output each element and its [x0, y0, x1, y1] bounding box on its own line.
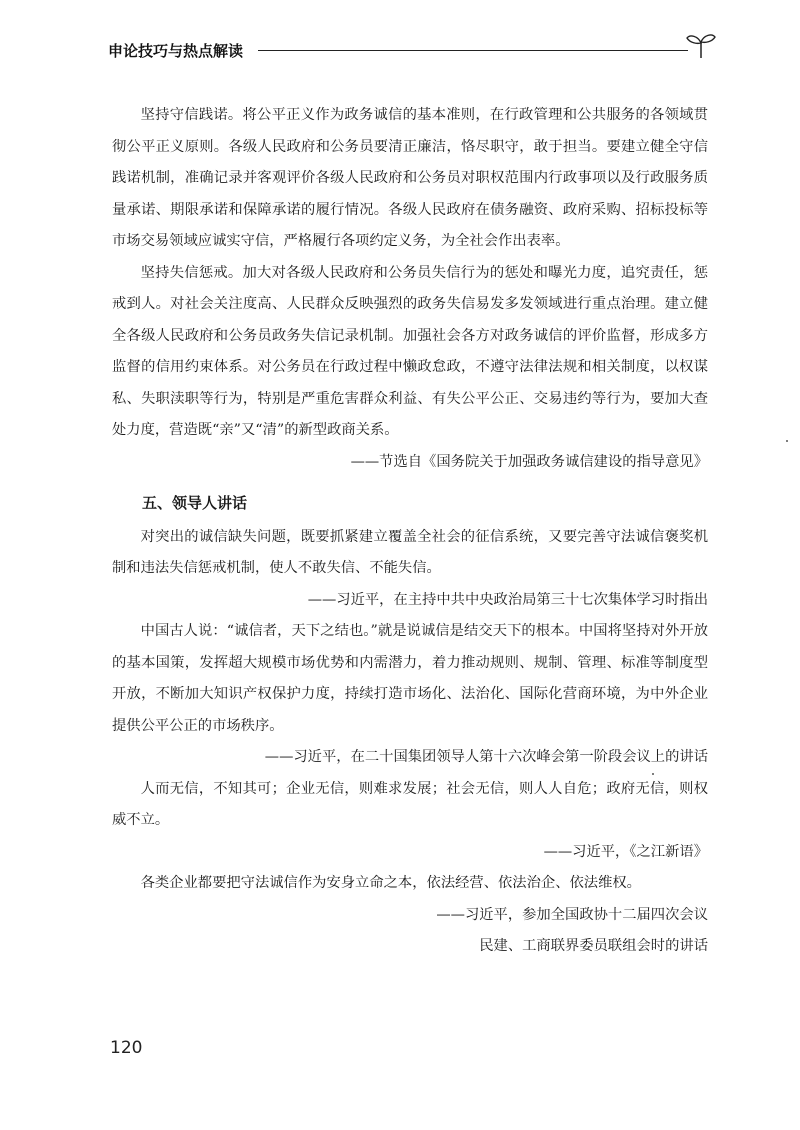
paragraph-dishonesty-punishment: 坚持失信惩戒。加大对各级人民政府和公务员失信行为的惩处和曝光力度，追究责任，惩戒到人。对社会关注度高、人民群众反映强烈的政务失信易发多发领域进行重点治理。建立健全各级人民政府和公务员政务失信记录机制。加强社会各方对政务诚信的评价监督，形成多方监督的信用约束体系。对公务员在行政过程中懒政怠政，不遵守法律法规和相关制度，以权谋私、失职渎职等行为，特别是严重危害群众利益、有失公平公正、交易违约等行为，要加大查处力度，营造既“亲”又“清”的新型政商关系。 — [112, 264, 708, 438]
section-heading: 五、领导人讲话 — [142, 494, 248, 512]
quote-attribution-continued: 民建、工商联界委员联组会时的讲话 — [479, 938, 708, 954]
quote-attribution: ——习近平，参加全国政协十二届四次会议 — [436, 906, 708, 923]
page-body — [112, 100, 708, 963]
quote-attribution: ——习近平，在主持中共中央政治局第三十七次集体学习时指出 — [307, 591, 708, 608]
quote-paragraph: 中国古人说：“诚信者，天下之结也。”就是说诚信是结交天下的根本。中国将坚持对外开放的基本国策，发挥超大规模市场优势和内需潜力，着力推动规则、规制、管理、标准等制度型开放，不断加大知识产权保护力度，持续打造市场化、法治化、国际化营商环境，为中外企业提供公平公正的市场秩序。 — [112, 623, 708, 734]
paragraph-keep-promises: 坚持守信践诺。将公平正义作为政务诚信的基本准则，在行政管理和公共服务的各领域贯彻公平正义原则。各级人民政府和公务员要清正廉洁，恪尽职守，敢于担当。要建立健全守信践诺机制，准确记录并客观评价各级人民政府和公务员对职权范围内行政事项以及行政服务质量承诺、期限承诺和保障承诺的履行情况。各级人民政府在债务融资、政府采购、招标投标等市场交易领域应诚实守信，严格履行各项约定义务，为全社会作出表率。 — [112, 107, 708, 249]
quote-attribution: ——习近平，在二十国集团领导人第十六次峰会第一阶段会议上的讲话 — [264, 749, 708, 765]
quote-paragraph: 各类企业都要把守法诚信作为安身立命之本，依法经营、依法治企、依法维权。 — [140, 875, 641, 891]
page-number: 120 — [110, 1038, 143, 1058]
scan-speck — [652, 773, 654, 775]
quote-paragraph: 对突出的诚信缺失问题，既要抓紧建立覆盖全社会的征信系统，又要完善守法诚信褒奖机制和违法失信惩戒机制，使人不敢失信、不能失信。 — [112, 528, 708, 576]
header-rule — [258, 50, 688, 51]
header-title: 申论技巧与热点解读 — [108, 42, 244, 60]
quote-paragraph: 人而无信，不知其可；企业无信，则难求发展；社会无信，则人人自危；政府无信，则权威不立。 — [112, 780, 708, 828]
scan-speck — [786, 440, 788, 442]
quote-attribution: ——习近平，《之江新语》 — [543, 843, 708, 860]
sprout-icon — [684, 30, 718, 60]
source-citation: ——节选自《国务院关于加强政务诚信建设的指导意见》 — [350, 453, 708, 470]
running-header — [108, 36, 718, 66]
